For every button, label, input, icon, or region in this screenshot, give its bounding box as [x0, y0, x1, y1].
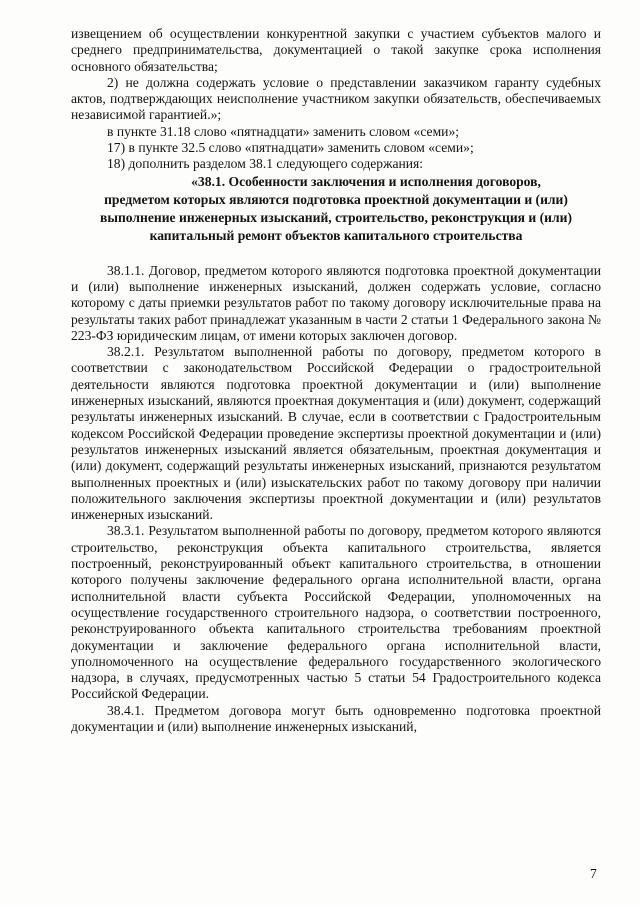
paragraph-item-31-18: в пункте 31.18 слово «пятнадцати» заменить словом «семи»; — [107, 123, 460, 139]
paragraph-item-18: 18) дополнить разделом 38.1 следующего содержания: — [107, 156, 424, 172]
page-number: 7 — [590, 866, 597, 881]
section-heading-line1: «38.1. Особенности заключения и исполнения договоров, — [191, 173, 541, 189]
paragraph-item-17: 17) в пункте 32.5 слово «пятнадцати» заменить словом «семи»; — [107, 140, 474, 156]
section-heading-rest: предметом которых являются подготовка проектной документации и (или) выполнение инженерных изысканий, строительство, реконструкция и (или) капитальный ремонт объектов капитального строительства — [100, 191, 572, 243]
document-body — [71, 26, 601, 735]
clause-38-4-1: 38.4.1. Предметом договора могут быть одновременно подготовка проектной документации и (или) выполнение инженерных изысканий, — [71, 702, 601, 734]
section-gap — [71, 245, 601, 263]
clause-38-2-1: 38.2.1. Результатом выполненной работы по договору, предметом которого в соответствии с законодательством Российской Федерации о градостроительной деятельности являются подготовка проектной документации и (или) выполнение инженерных изысканий, являются проектная документация и (или) документ, содержащий результаты инженерных изысканий. В случае, если в соответствии с Градостроительным кодексом Российской Федерации проведение экспертизы проектной документации и (или) результатов инженерных изысканий является обязательным, проектная документация и (или) документ, содержащий результаты инженерных изысканий, признаются результатом выполненных проектных и (или) изыскательских работ по такому договору при наличии положительного заключения экспертизы проектной документации и (или) результатов инженерных изысканий. — [71, 344, 601, 523]
paragraph-item-2: 2) не должна содержать условие о представлении заказчиком гаранту судебных актов, подтверждающих неисполнение участником закупки обязательств, обеспечиваемых независимой гарантией.»; — [71, 74, 601, 123]
section-heading — [71, 173, 601, 245]
paragraph-continuation: извещением об осуществлении конкурентной закупки с участием субъектов малого и среднего предпринимательства, документацией о такой закупке срока исполнения основного обязательства; — [71, 26, 601, 74]
clause-38-1-1: 38.1.1. Договор, предметом которого являются подготовка проектной документации и (или) выполнение инженерных изысканий, должен содержать условие, согласно которому с даты приемки результатов работ по такому договору исключительные права на результаты таких работ принадлежат указанным в части 2 статьи 1 Федерального закона № 223-ФЗ юридическим лицам, от имени которых заключен договор. — [71, 262, 601, 343]
clause-38-3-1: 38.3.1. Результатом выполненной работы по договору, предметом которого являются строительство, реконструкция объекта капитального строительства, является построенный, реконструированный объект капитального строительства, в отношении которого получены заключение федерального органа исполнительной власти, органа исполнительной власти субъекта Российской Федерации, уполномоченных на осуществление государственного строительного надзора, о соответствии построенного, реконструированного объекта капитального строительства требованиям проектной документации и заключение федерального органа исполнительной власти, уполномоченного на осуществление федерального государственного экологического надзора, в случаях, предусмотренных частью 5 статьи 54 Градостроительного кодекса Российской Федерации. — [71, 523, 601, 702]
